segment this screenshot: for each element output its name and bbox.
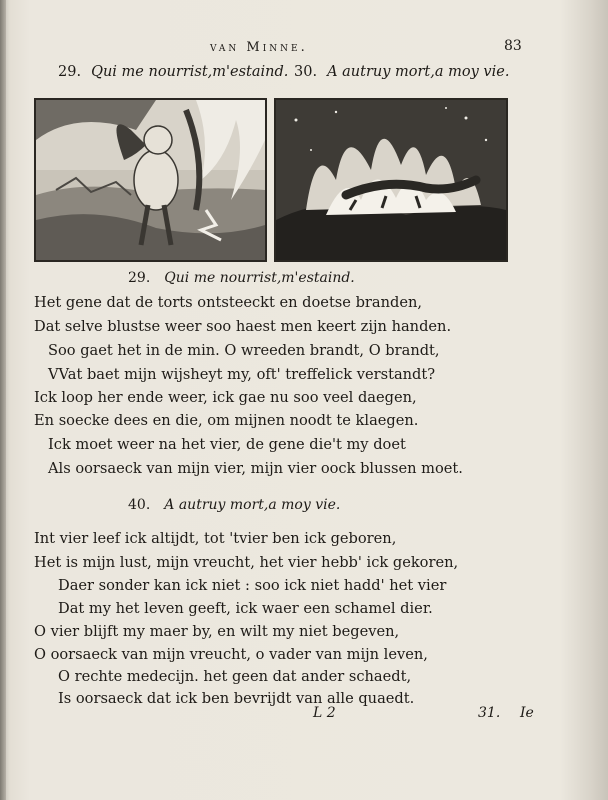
verse-line: Ick loop her ende weer, ick gae nu soo veel daegen, bbox=[34, 389, 417, 406]
catchword-number: 31. bbox=[478, 705, 501, 721]
verse-line: O rechte medecijn. het geen dat ander schaedt, bbox=[58, 668, 412, 685]
verse-line: Ick moet weer na het vier, de gene die't my doet bbox=[48, 436, 406, 453]
verse-line: Dat selve blustse weer soo haest men keert zijn handen. bbox=[34, 318, 452, 335]
catchword: Ie bbox=[520, 705, 534, 721]
page-number: 83 bbox=[504, 38, 522, 54]
emblem-image-cupid-torch bbox=[34, 98, 267, 262]
emblem-image-salamander-fire bbox=[274, 98, 508, 262]
verse-line: Is oorsaeck dat ick ben bevrijdt van alle quaedt. bbox=[58, 690, 415, 707]
running-head: van Minne. bbox=[210, 40, 308, 55]
emblem-caption-left bbox=[58, 64, 288, 80]
verse-line: Als oorsaeck van mijn vier, mijn vier oock blussen moet. bbox=[48, 460, 463, 477]
verse-line: En soecke dees en die, om mijnen noodt te klaegen. bbox=[34, 412, 419, 429]
verse-line: Dat my het leven geeft, ick waer een schamel dier. bbox=[58, 600, 433, 617]
poem-title: Qui me nourrist,m'estaind. bbox=[164, 270, 355, 286]
verse-line: Het gene dat de torts ontsteeckt en doetse branden, bbox=[34, 294, 423, 311]
poem-number: 29. bbox=[128, 270, 151, 286]
poem-heading-29 bbox=[128, 270, 355, 286]
signature-mark: L 2 bbox=[313, 705, 336, 721]
verse-line: Daer sonder kan ick niet : soo ick niet hadd' het vier bbox=[58, 577, 447, 594]
emblem-caption-number: 29. bbox=[58, 64, 82, 80]
verse-line: Soo gaet het in de min. O wreeden brandt, O brandt, bbox=[48, 342, 440, 359]
verse-line: Het is mijn lust, mijn vreucht, het vier hebb' ick gekoren, bbox=[34, 554, 459, 571]
poem-number: 40. bbox=[128, 497, 151, 513]
poem-title: A autruy mort,a moy vie. bbox=[164, 497, 341, 513]
verse-line: VVat baet mijn wijsheyt my, oft' treffelick verstandt? bbox=[48, 366, 436, 383]
emblem-caption-number: 30. bbox=[294, 64, 318, 80]
book-spine-shadow bbox=[0, 0, 6, 800]
emblem-caption-motto: Qui me nourrist,m'estaind. bbox=[91, 64, 289, 80]
verse-line: O vier blijft my maer by, en wilt my niet begeven, bbox=[34, 623, 400, 640]
poem-heading-40 bbox=[128, 497, 340, 513]
verse-line: Int vier leef ick altijdt, tot 'tvier ben ick geboren, bbox=[34, 530, 397, 547]
emblem-caption-motto: A autruy mort,a moy vie. bbox=[327, 64, 510, 80]
emblem-caption-right bbox=[294, 64, 509, 80]
verse-line: O oorsaeck van mijn vreucht, o vader van mijn leven, bbox=[34, 646, 428, 663]
